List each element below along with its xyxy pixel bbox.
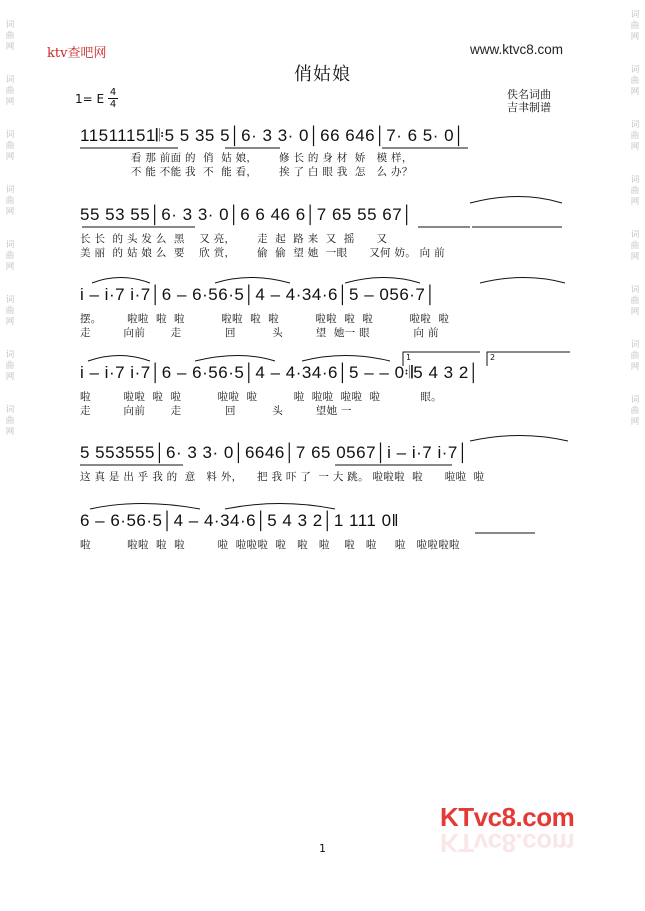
watermark-glyph: 网 [5, 372, 15, 382]
notation-line-3: i – i·7 i·7│6 – 6·56·5│4 – 4·34·6│5 – 056·7│ [80, 285, 437, 304]
watermark-glyph: 网 [630, 87, 640, 97]
slur-arc [470, 197, 562, 204]
watermark-glyph: 词 [630, 65, 640, 75]
lyric-line-1a: 看 那 前面 的 俏 姑 娘， 修 长 的 身 材 娇 模 样， [80, 152, 413, 164]
watermark-glyph: 网 [630, 142, 640, 152]
transcriber-credit: 吉聿制谱 [507, 101, 551, 114]
watermark-glyph: 曲 [5, 31, 15, 41]
lyric-line-4b: 走 向前 走 回 头 望她 一 [80, 405, 352, 417]
meter-top: 4 [109, 87, 117, 98]
volta-first-number: 1 [406, 353, 412, 362]
volta-second-bracket [487, 352, 570, 366]
watermark-glyph: 曲 [5, 416, 15, 426]
volta-first-bracket [403, 352, 480, 366]
slur-arc [480, 278, 565, 284]
lyric-line-3b: 走 向前 走 回 头 望 她一 眼 向 前 [80, 327, 439, 339]
watermark-glyph: 词 [630, 230, 640, 240]
watermark-glyph: 网 [5, 427, 15, 437]
watermark-glyph: 曲 [630, 351, 640, 361]
watermark-glyph: 词 [5, 405, 15, 415]
notation-line-2: 55 53 55│6· 3 3· 0│6 6 46 6│7 65 55 67│ [80, 205, 414, 224]
slur-arc [470, 436, 568, 442]
watermark-glyph: 词 [630, 395, 640, 405]
volta-second-number: 2 [490, 353, 496, 362]
watermark-glyph: 曲 [630, 76, 640, 86]
slur-arc [215, 278, 290, 284]
slur-arc [90, 504, 200, 510]
watermark-glyph: 网 [630, 252, 640, 262]
watermark-glyph: 词 [5, 295, 15, 305]
watermark-glyph: 曲 [5, 306, 15, 316]
slur-arc [88, 356, 150, 362]
watermark-glyph: 曲 [630, 241, 640, 251]
watermark-glyph: 网 [5, 152, 15, 162]
watermark-glyph: 网 [5, 317, 15, 327]
watermark-glyph: 网 [5, 42, 15, 52]
watermark-glyph: 网 [630, 197, 640, 207]
lyric-line-2b: 美 丽 的 姑 娘 么 要 欣 赏， 偷 偷 望 她 一眼 又何 妨。 向 前 [80, 247, 445, 259]
watermark-glyph: 网 [5, 207, 15, 217]
watermark-glyph: 曲 [630, 406, 640, 416]
ktvc8-logo: KTvc8.com [440, 802, 575, 832]
watermark-glyph: 曲 [5, 86, 15, 96]
watermark-glyph: 词 [630, 10, 640, 20]
slur-arc [225, 504, 335, 510]
watermark-glyph: 网 [630, 362, 640, 372]
watermark-glyph: 网 [5, 262, 15, 272]
slur-arc [345, 278, 420, 284]
watermark-glyph: 曲 [5, 361, 15, 371]
watermark-glyph: 曲 [630, 131, 640, 141]
key-signature: 1= E [75, 92, 105, 106]
watermark-glyph: 网 [5, 97, 15, 107]
watermark-glyph: 词 [630, 175, 640, 185]
lyric-line-5: 这 真 是 出 乎 我 的 意 料 外， 把 我 吓 了 一 大 跳。 啦啦啦 啦 啦啦 啦 [80, 471, 485, 483]
slur-arc [302, 356, 390, 362]
lyric-line-3a: 摆。 啦啦 啦 啦 啦啦 啦 啦 啦啦 啦 啦 啦啦 啦 [80, 313, 450, 325]
watermark-glyph: 曲 [630, 186, 640, 196]
watermark-glyph: 词 [5, 20, 15, 30]
watermark-glyph: 曲 [630, 296, 640, 306]
lyric-line-2a: 长 长 的 头 发 么 黑 又 亮， 走 起 路 来 又 摇 又 [80, 233, 388, 245]
ktvc8-logo-reflection: KTvc8.com [440, 828, 575, 858]
watermark-glyph: 曲 [5, 141, 15, 151]
watermark-glyph: 网 [630, 307, 640, 317]
lyric-line-1b: 不 能 不能 我 不 能 看， 挨 了 白 眼 我 怎 么 办？ [80, 166, 413, 178]
page-number: 1 [319, 842, 326, 855]
lyric-line-4a: 啦 啦啦 啦 啦 啦啦 啦 啦 啦啦 啦啦 啦 眼。 [80, 391, 442, 403]
lyricist-credit: 佚名词曲 [507, 88, 551, 101]
slur-arc [195, 356, 275, 362]
watermark-glyph: 词 [5, 350, 15, 360]
watermark-glyph: 曲 [630, 21, 640, 31]
notation-line-4: i – i·7 i·7│6 – 6·56·5│4 – 4·34·6│5 – – 0𝄇5 4 3 2│ [80, 363, 480, 382]
watermark-glyph: 词 [5, 185, 15, 195]
site-url[interactable]: www.ktvc8.com [470, 42, 564, 57]
watermark-glyph: 词 [630, 285, 640, 295]
meter-bottom: 4 [109, 99, 117, 110]
lyric-line-6: 啦 啦啦 啦 啦 啦 啦啦啦 啦 啦 啦 啦 啦 啦 啦啦啦啦 [80, 539, 460, 551]
watermark-glyph: 曲 [5, 251, 15, 261]
watermark-glyph: 网 [630, 32, 640, 42]
song-title: 俏姑娘 [294, 64, 351, 85]
watermark-glyph: 词 [630, 340, 640, 350]
watermark-glyph: 词 [630, 120, 640, 130]
watermark-glyph: 曲 [5, 196, 15, 206]
watermark-glyph: 词 [5, 75, 15, 85]
notation-line-6: 6 – 6·56·5│4 – 4·34·6│5 4 3 2│1 111 0‖ [80, 511, 400, 530]
notation-line-5: 5 553555│6· 3 3· 0│6646│7 65 0567│i – i·7 i·7│ [80, 443, 469, 462]
watermark-glyph: 词 [5, 240, 15, 250]
watermark-glyph: 网 [630, 417, 640, 427]
slur-arc [92, 278, 150, 284]
watermark-glyph: 词 [5, 130, 15, 140]
brand-text: ktv查吧网 [47, 46, 107, 61]
notation-line-1: 11511151𝄆5 5 35 5│6· 3 3· 0│66 646│7· 6 5· 0│ [80, 126, 466, 145]
